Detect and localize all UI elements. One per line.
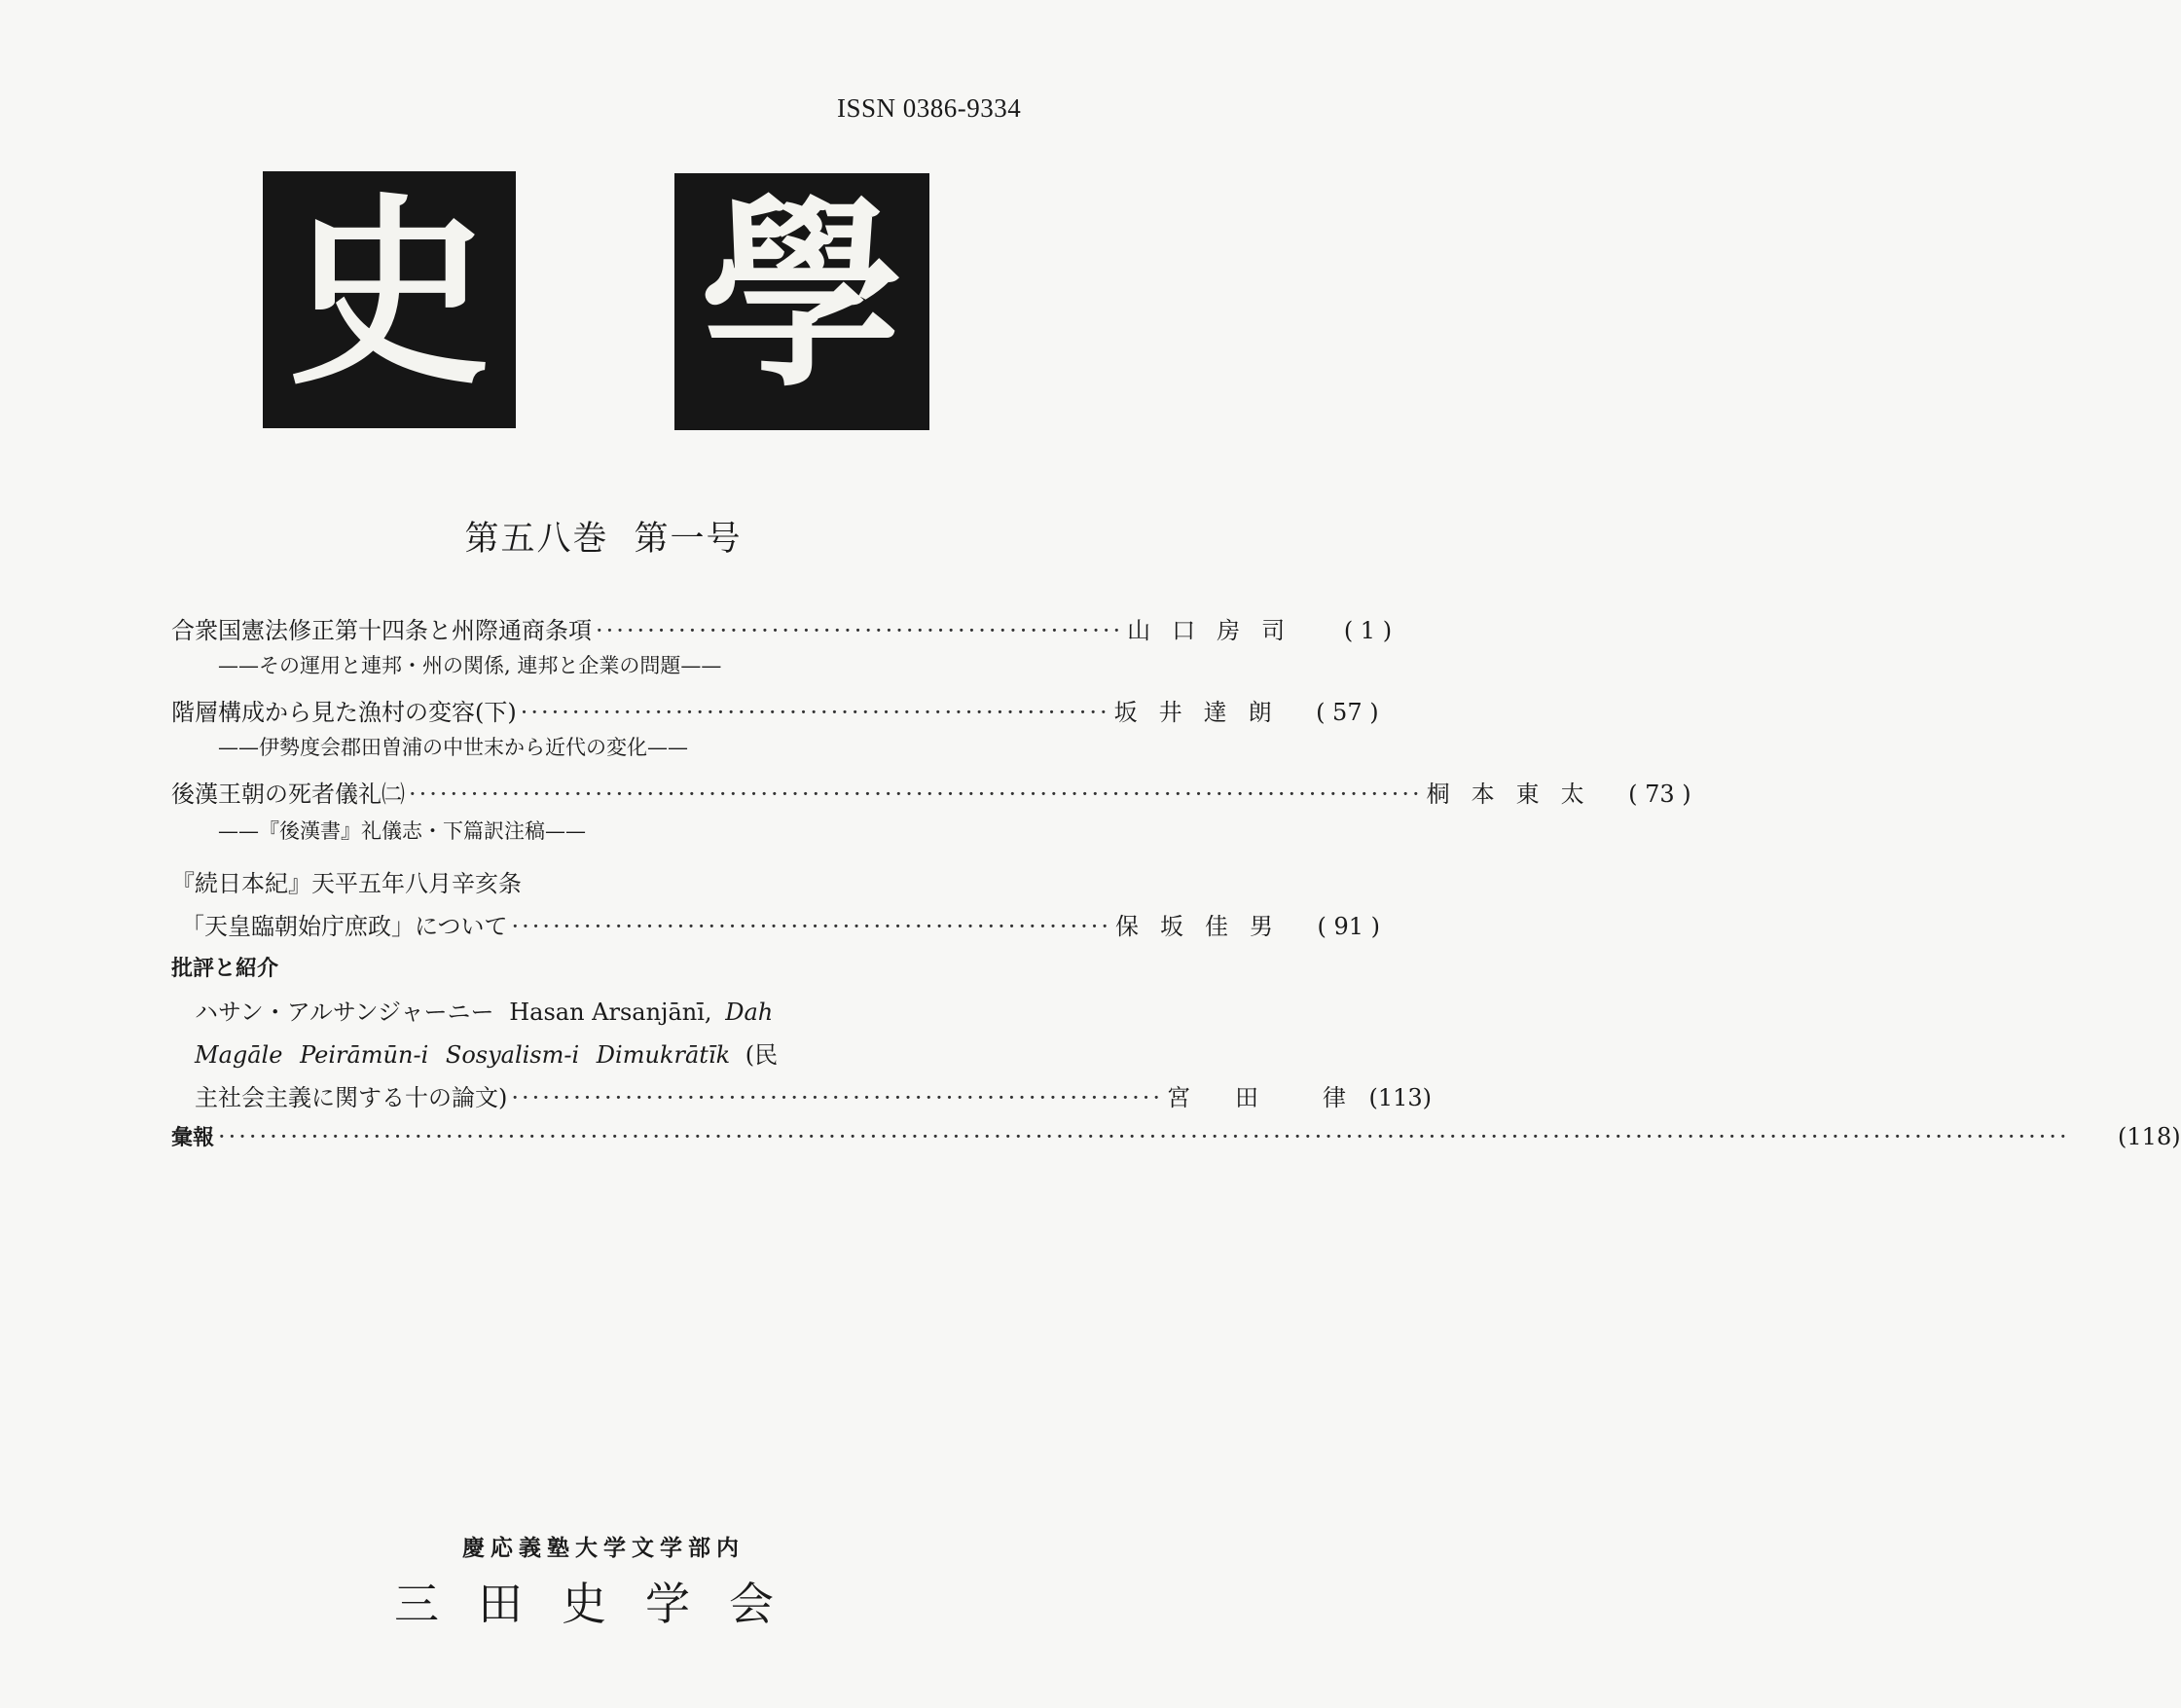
leader-dots: ························································· [520, 699, 1110, 726]
toc-entry-3 [171, 775, 1691, 808]
leader-dots: ··················································· [596, 617, 1124, 644]
title-char-gaku: 學 [701, 177, 903, 415]
section-heading-reviews: 批評と紹介 [171, 957, 279, 981]
toc-entry-subtitle: ——伊勢度会郡田曽浦の中世末から近代の変化—— [218, 736, 688, 759]
issue-number: 第一号 [634, 520, 743, 559]
toc-entry-author: 宮 田 律 [1167, 1084, 1346, 1111]
toc-entry-title: 主社会主義に関する十の論文) [195, 1084, 508, 1111]
volume-number: 第五八巻 [464, 520, 609, 559]
review-line-1: ハサン・アルサンジャーニー Hasan Arsanjānī, Dah [195, 999, 774, 1026]
leader-dots: ······························································· [511, 1084, 1163, 1111]
toc-entry-news [171, 1121, 2181, 1152]
toc-entry-title: 階層構成から見た漁村の変容(下) [171, 699, 517, 726]
title-char-shi: 史 [288, 175, 491, 413]
toc-entry-author: 坂 井 達 朗 [1113, 699, 1272, 726]
toc-entry-subtitle: ——『後漢書』礼儀志・下篇訳注稿—— [218, 819, 586, 843]
leader-dots: ·································································································· [409, 781, 1423, 808]
toc-entry-2 [171, 693, 1379, 726]
toc-entry-title: 彙報 [171, 1126, 215, 1150]
toc-entry-page: ( 73 ) [1628, 781, 1691, 808]
toc-entry-4 [181, 907, 1381, 940]
toc-entry-subtitle: ——その運用と連邦・州の関係, 連邦と企業の問題—— [218, 654, 722, 677]
toc-entry-page: ( 1 ) [1343, 617, 1393, 644]
toc-entry-1 [171, 611, 1393, 644]
toc-entry-title: 「天皇臨朝始庁庶政」について [181, 913, 508, 940]
title-block-right [674, 173, 929, 430]
toc-entry-page: (118) [2118, 1123, 2181, 1150]
toc-entry-page: ( 91 ) [1317, 913, 1381, 940]
toc-entry-author: 山 口 房 司 [1127, 617, 1286, 644]
publisher-affiliation: 慶応義塾大学文学部内 [462, 1536, 745, 1561]
toc-entry-page: (113) [1368, 1084, 1432, 1111]
toc-entry-title: 後漢王朝の死者儀礼㈡ [171, 781, 405, 808]
issn: ISSN 0386-9334 [837, 93, 1022, 123]
review-line-2: Magāle Peirāmūn-i Sosyalism-i Dimukrātīk (民 [195, 1041, 779, 1069]
toc-entry-4-title-line1: 『続日本紀』天平五年八月辛亥条 [171, 870, 522, 897]
leader-dots: ·························································· [511, 913, 1112, 940]
leader-dots: ··················································································································································································· [218, 1123, 2070, 1150]
toc-entry-title: 合衆国憲法修正第十四条と州際通商条項 [171, 617, 592, 644]
toc-entry-author: 保 坂 佳 男 [1115, 913, 1274, 940]
title-block-left [263, 171, 516, 428]
toc-entry-author: 桐 本 東 太 [1426, 781, 1584, 808]
publisher-name: 三田史学会 [394, 1578, 813, 1630]
toc-entry-review [195, 1078, 1432, 1111]
volume-issue [0, 512, 1207, 561]
toc-entry-page: ( 57 ) [1316, 699, 1379, 726]
